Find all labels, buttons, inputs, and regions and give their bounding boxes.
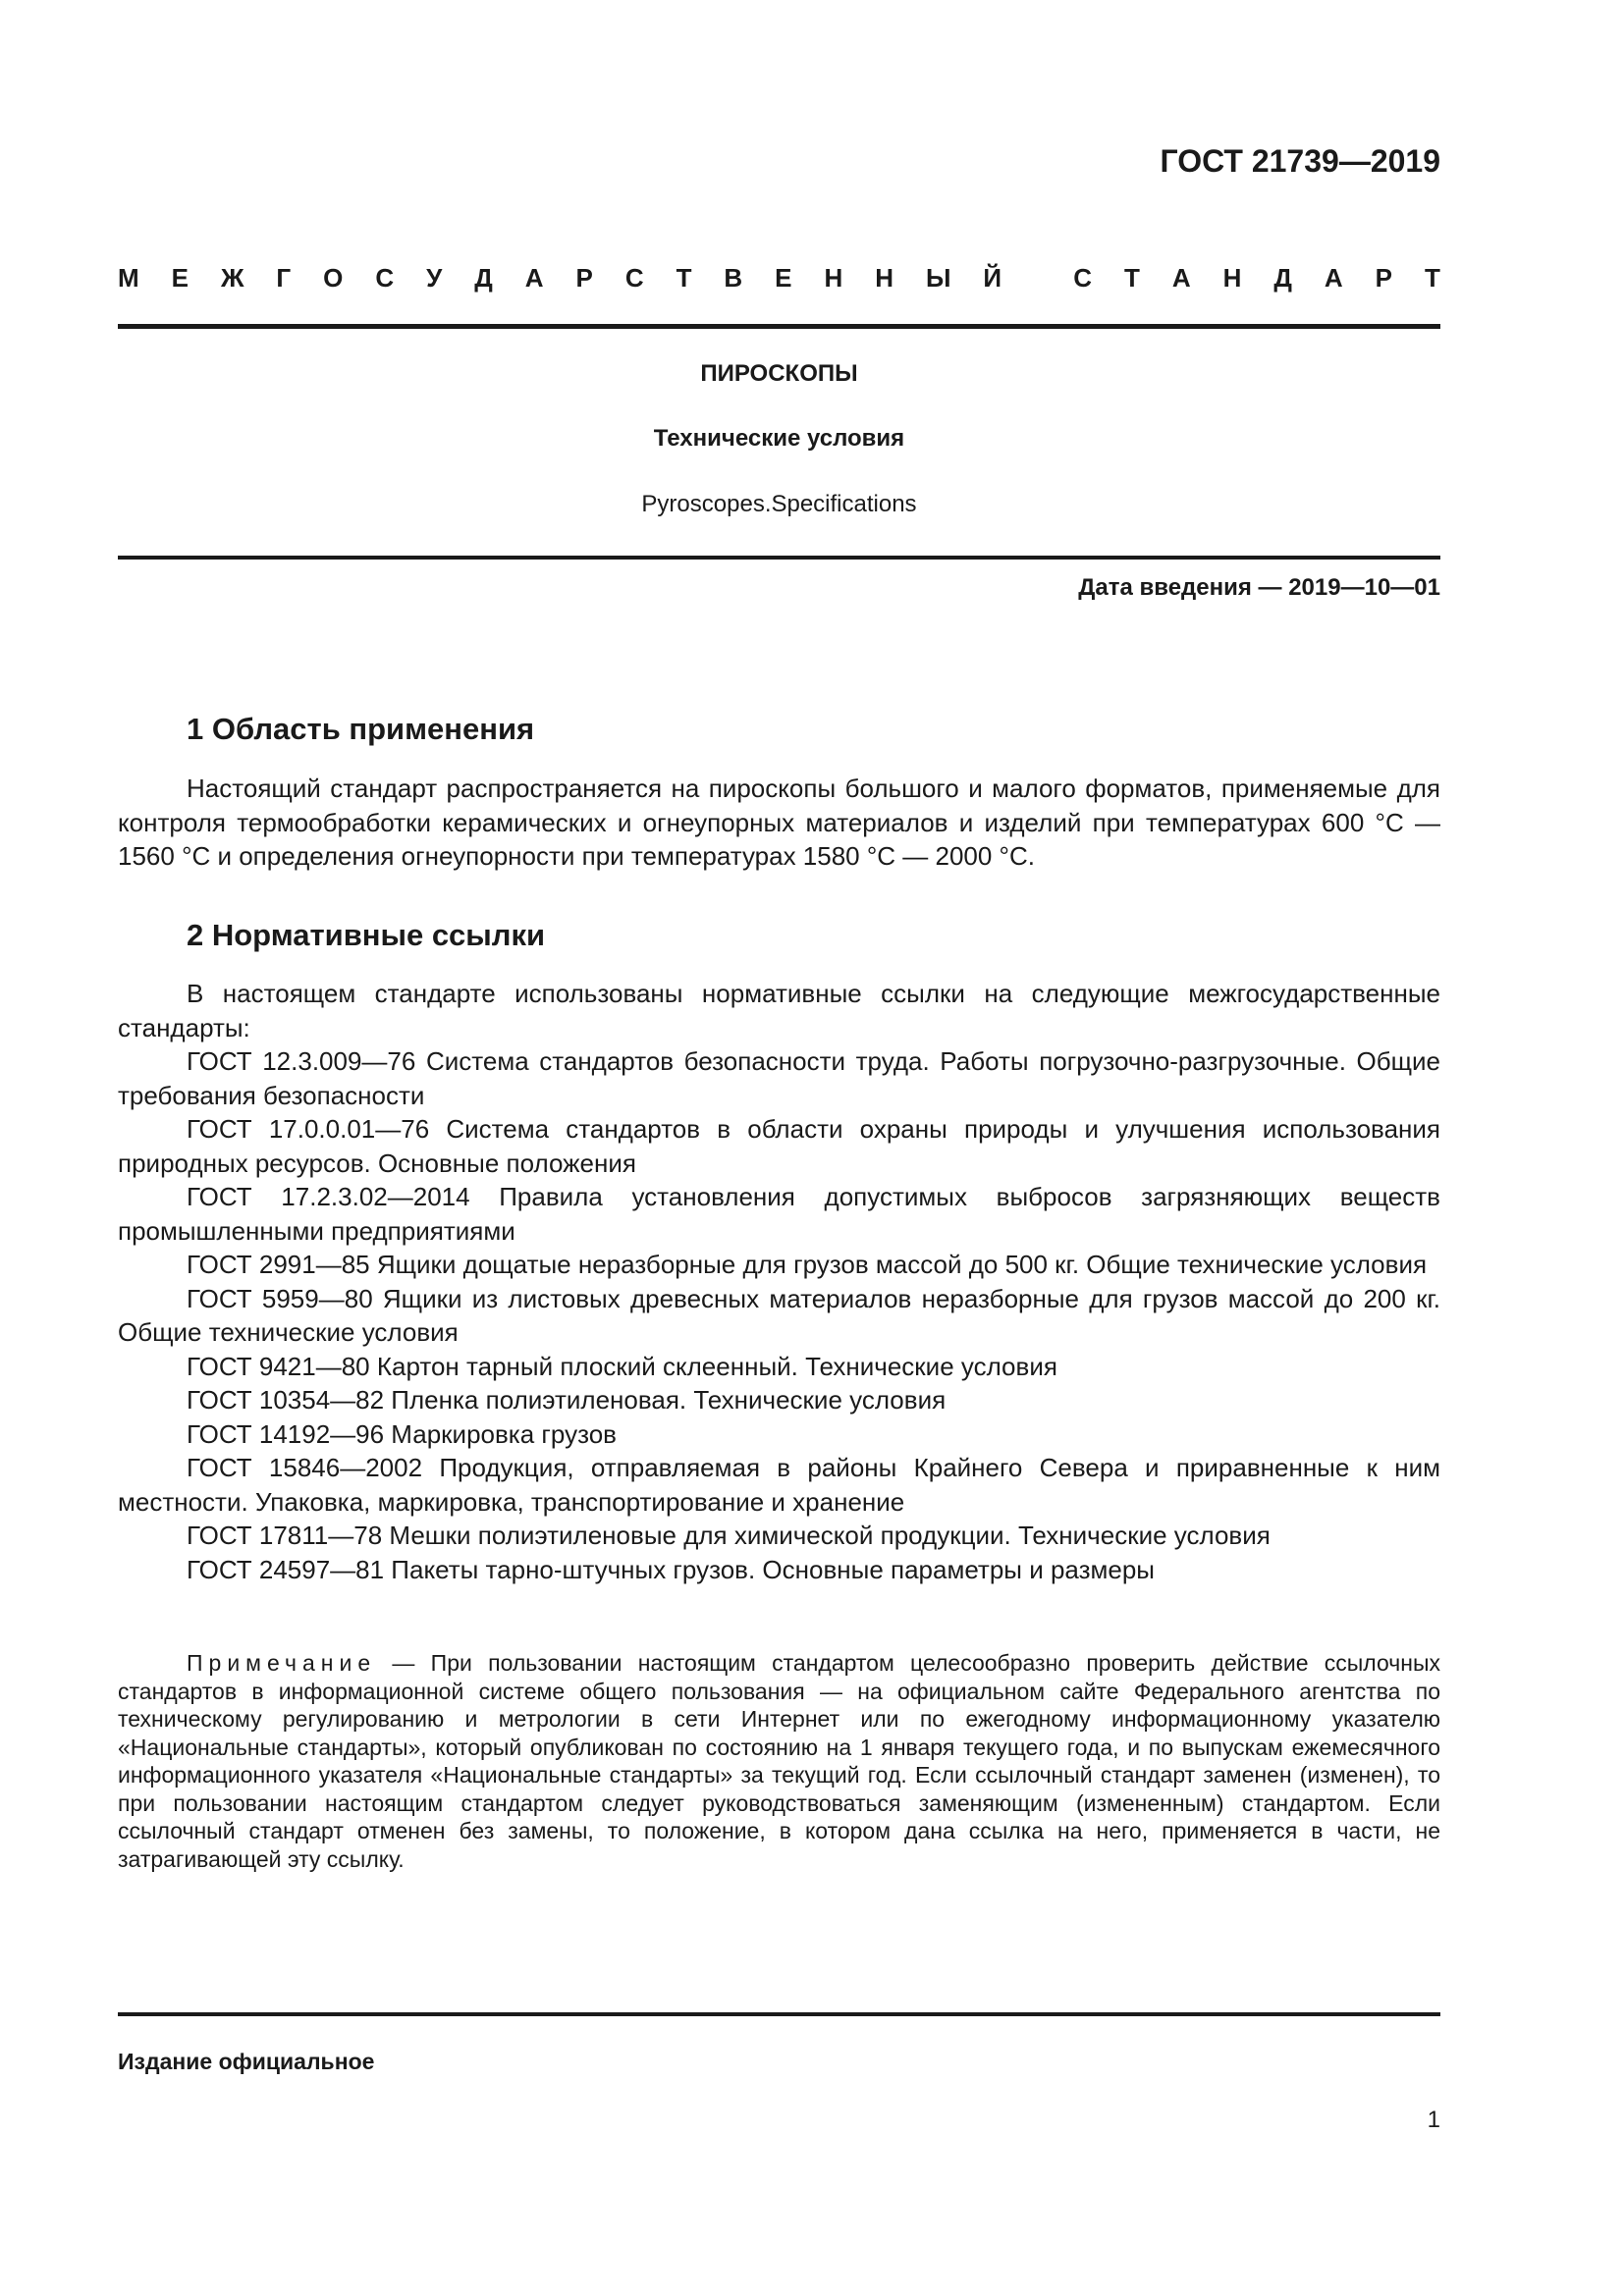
document-number: ГОСТ 21739—2019: [1160, 143, 1440, 179]
heading-letter: Е: [171, 263, 189, 293]
heading-letter: Й: [983, 263, 1002, 293]
reference-item: ГОСТ 17.2.3.02—2014 Правила установления допустимых выбросов загрязняющих веществ промышленными предприятиями: [118, 1182, 1440, 1246]
section-2-heading: 2 Нормативные ссылки: [187, 918, 546, 952]
reference-item: ГОСТ 2991—85 Ящики дощатые неразборные для грузов массой до 500 кг. Общие технические условия: [187, 1250, 1428, 1279]
reference-note: [118, 1649, 1440, 1873]
heading-letter: Ж: [220, 263, 244, 293]
reference-item: ГОСТ 5959—80 Ящики из листовых древесных материалов неразборные для грузов массой до 200 кг. Общие технические условия: [118, 1283, 1440, 1347]
title-divider: [118, 556, 1440, 560]
reference-item: ГОСТ 12.3.009—76 Система стандартов безопасности труда. Работы погрузочно-разгрузочные. Общие требования безопасности: [118, 1046, 1440, 1110]
official-edition-label: Издание официальное: [118, 2049, 375, 2074]
heading-letter: С: [624, 263, 644, 293]
section-1-heading: 1 Область применения: [187, 712, 535, 746]
heading-word-gap: [1034, 263, 1041, 294]
heading-letter: Н: [875, 263, 894, 293]
heading-letter: Е: [775, 263, 792, 293]
section-2-text: [118, 977, 1440, 1586]
section-2-intro: В настоящем стандарте использованы нормативные ссылки на следующие межгосударственные стандарты:: [118, 979, 1440, 1042]
footer-divider: [118, 2012, 1440, 2016]
interstate-standard-heading: [118, 263, 1440, 294]
heading-letter: О: [323, 263, 344, 293]
heading-letter: Ы: [925, 263, 951, 293]
reference-item: ГОСТ 10354—82 Пленка полиэтиленовая. Технические условия: [187, 1385, 947, 1415]
heading-letter: Д: [1273, 263, 1292, 293]
heading-letter: У: [426, 263, 443, 293]
note-text: — При пользовании настоящим стандартом целесообразно проверить действие ссылочных стандартов в информационной системе общего пользования — на официальном сайте Федерального агентства по техническому регулированию и метрологии в сети Интернет или по ежегодному информационному указателю «Национальные стандарты», который опубликован по состоянию на 1 января текущего года, и по выпускам ежемесячного информационного указателя «Национальные стандарты» за текущий год. Если ссылочный стандарт заменен (изменен), то при пользовании настоящим стандартом следует руководствоваться заменяющим (измененным) стандартом. Если ссылочный стандарт отменен без замены, то положение, в котором дана ссылка на него, применяется в части, не затрагивающей эту ссылку.: [118, 1650, 1440, 1872]
heading-letter: Т: [1424, 263, 1440, 293]
page-number: 1: [1427, 2107, 1440, 2133]
heading-letter: М: [118, 263, 139, 293]
reference-item: ГОСТ 14192—96 Маркировка грузов: [187, 1418, 617, 1449]
reference-item: ГОСТ 17811—78 Мешки полиэтиленовые для химической продукции. Технические условия: [187, 1521, 1271, 1550]
standard-title: ПИРОСКОПЫ: [700, 360, 858, 387]
heading-letter: А: [1171, 263, 1191, 293]
standard-subtitle: Технические условия: [653, 425, 905, 452]
introduction-date: Дата введения — 2019—10—01: [1078, 574, 1440, 601]
heading-letter: Г: [276, 263, 292, 293]
reference-item: ГОСТ 24597—81 Пакеты тарно-штучных грузов. Основные параметры и размеры: [187, 1554, 1155, 1584]
heading-letter: С: [375, 263, 395, 293]
heading-letter: Р: [575, 263, 593, 293]
heading-letter: А: [1324, 263, 1343, 293]
heading-letter: Н: [824, 263, 843, 293]
heading-letter: С: [1073, 263, 1093, 293]
heading-letter: Т: [676, 263, 692, 293]
reference-item: ГОСТ 15846—2002 Продукция, отправляемая в районы Крайнего Севера и приравненные к ним местности. Упаковка, маркировка, транспортирование и хранение: [118, 1453, 1440, 1517]
section-1-text: [118, 772, 1440, 874]
heading-letter: Р: [1375, 263, 1392, 293]
reference-item: ГОСТ 9421—80 Картон тарный плоский склеенный. Технические условия: [187, 1351, 1057, 1381]
heading-letter: А: [524, 263, 544, 293]
header-divider: [118, 324, 1440, 329]
standard-title-english: Pyroscopes.Specifications: [641, 491, 917, 517]
heading-letter: В: [724, 263, 743, 293]
heading-letter: Т: [1124, 263, 1140, 293]
heading-letter: Д: [474, 263, 493, 293]
section-1-paragraph: Настоящий стандарт распространяется на пироскопы большого и малого форматов, применяемые для контроля термообработки керамических и огнеупорных материалов и изделий при температурах 600 °C — 1560 °C и определения огнеупорности при температурах 1580 °C — 2000 °C.: [118, 774, 1440, 871]
heading-letter: Н: [1222, 263, 1242, 293]
reference-item: ГОСТ 17.0.0.01—76 Система стандартов в области охраны природы и улучшения использования природных ресурсов. Основные положения: [118, 1114, 1440, 1178]
note-label: Примечание: [187, 1650, 377, 1676]
